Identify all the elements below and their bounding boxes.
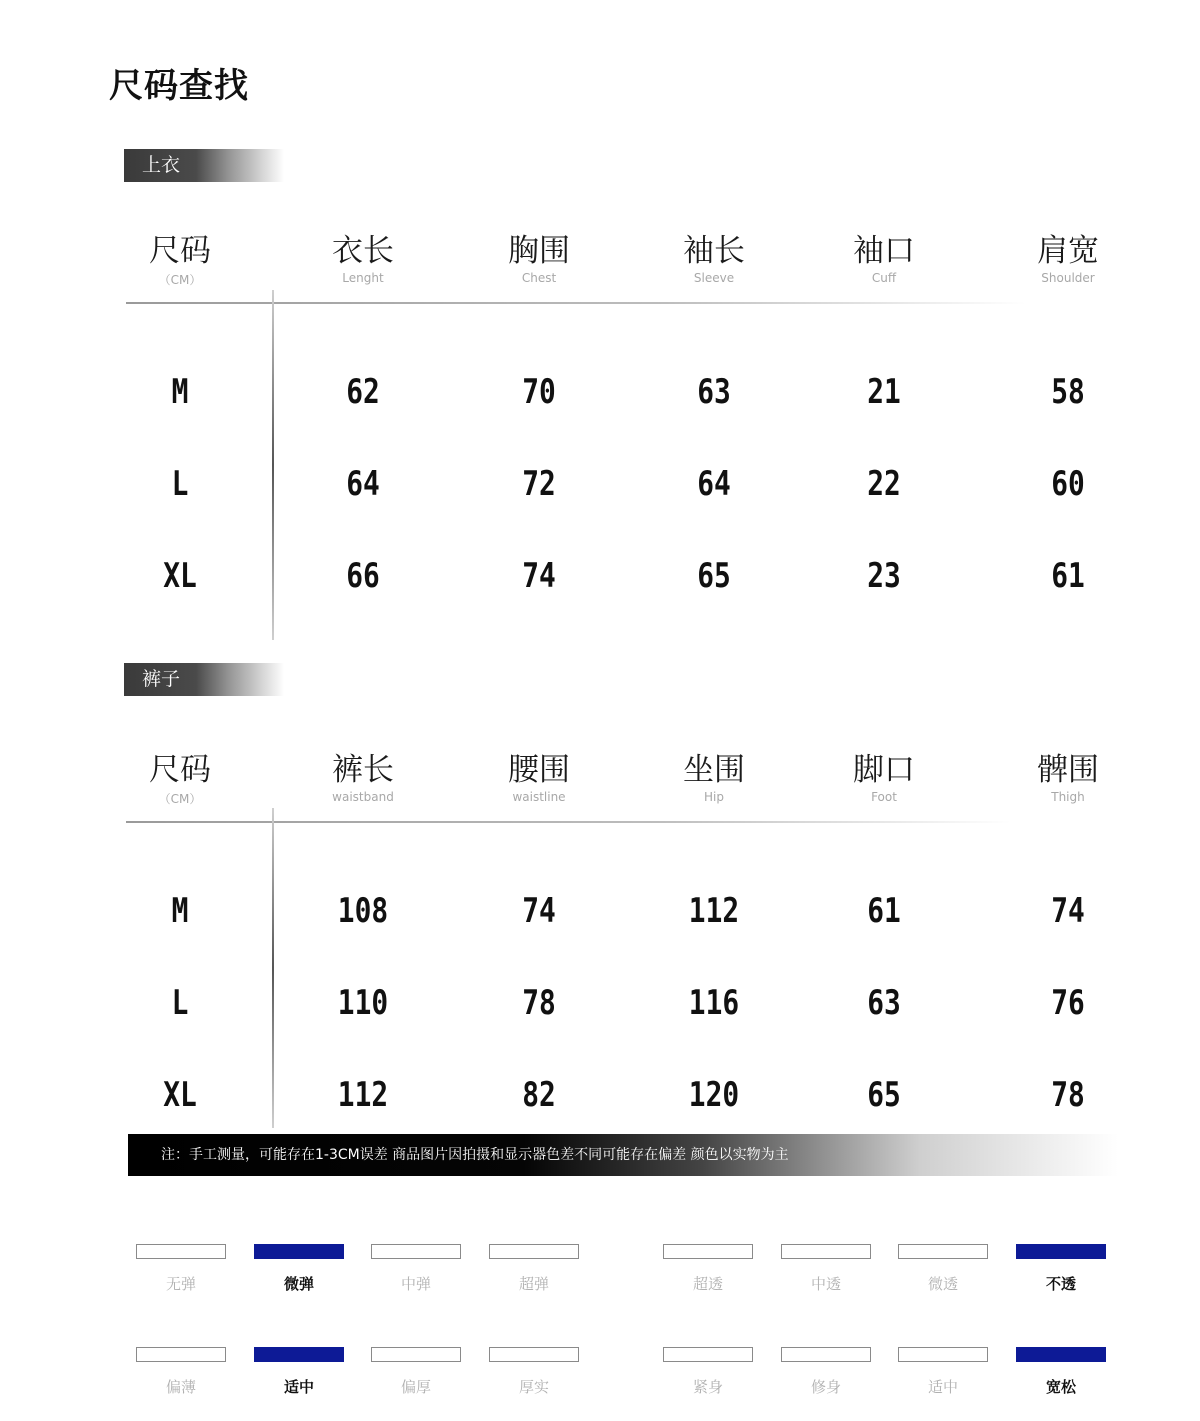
table-cell: 82: [522, 1075, 556, 1115]
transparency-label: 不透: [1045, 1275, 1076, 1293]
fit-label: 紧身: [692, 1378, 723, 1396]
tops-header-3: [634, 233, 794, 285]
table-cell: 74: [522, 556, 556, 596]
header-sublabel: Chest: [521, 271, 557, 285]
measurement-note: 注：手工测量，可能存在1-3CM误差 商品图片因拍摄和显示器色差不同可能存在偏差 颜色以实物为主: [128, 1134, 1118, 1176]
transparency-swatch: [1016, 1244, 1106, 1259]
fit-swatch: [1016, 1347, 1106, 1362]
tops-header-0: [100, 233, 260, 288]
elasticity-swatch: [371, 1244, 461, 1259]
table-cell: 74: [522, 891, 556, 931]
table-cell: 70: [522, 372, 556, 412]
table-cell: 23: [867, 556, 901, 596]
header-label: 脚口: [853, 752, 915, 788]
fit-swatch: [663, 1347, 753, 1362]
tops-header-1: [283, 233, 443, 285]
size-label: M: [171, 891, 189, 931]
table-cell: 76: [1051, 983, 1085, 1023]
pants-header-2: [459, 752, 619, 804]
header-sublabel: waistline: [512, 790, 566, 804]
size-label: XL: [163, 1075, 197, 1115]
table-cell: 78: [1051, 1075, 1085, 1115]
table-cell: 110: [337, 983, 389, 1023]
header-sublabel: Lenght: [342, 271, 384, 285]
transparency-label: 超透: [692, 1275, 723, 1293]
pants-header-5: [988, 752, 1148, 804]
transparency-swatch: [898, 1244, 988, 1259]
header-sublabel: Shoulder: [1041, 271, 1095, 285]
table-cell: 66: [346, 556, 380, 596]
table-cell: 64: [346, 464, 380, 504]
table-cell: 112: [688, 891, 740, 931]
table-cell: 21: [867, 372, 901, 412]
table-cell: 108: [337, 891, 389, 931]
thickness-label: 适中: [283, 1378, 314, 1396]
header-label: 袖口: [853, 233, 915, 269]
header-label: 尺码: [149, 752, 211, 788]
pants-header-0: [100, 752, 260, 807]
tops-header-2: [459, 233, 619, 285]
thickness-swatch: [136, 1347, 226, 1362]
thickness-swatch: [254, 1347, 344, 1362]
elasticity-swatch: [254, 1244, 344, 1259]
pants-header-4: [804, 752, 964, 804]
table-cell: 22: [867, 464, 901, 504]
thickness-swatch: [489, 1347, 579, 1362]
table-cell: 116: [688, 983, 740, 1023]
header-label: 腰围: [508, 752, 570, 788]
header-sublabel: （CM）: [158, 792, 202, 806]
elasticity-label: 无弹: [165, 1275, 196, 1293]
tops-header-5: [988, 233, 1148, 285]
section-tag-pants: 裤子: [124, 663, 284, 696]
header-label: 裤长: [332, 752, 394, 788]
table-cell: 62: [346, 372, 380, 412]
table-cell: 78: [522, 983, 556, 1023]
size-label: XL: [163, 556, 197, 596]
thickness-swatch: [371, 1347, 461, 1362]
transparency-label: 中透: [810, 1275, 841, 1293]
table-cell: 63: [697, 372, 731, 412]
pants-size-column-divider: [272, 808, 274, 1128]
thickness-label: 厚实: [518, 1378, 549, 1396]
tops-header-divider: [126, 302, 1026, 304]
header-label: 髀围: [1037, 752, 1099, 788]
size-label: L: [171, 464, 189, 504]
header-label: 坐围: [683, 752, 745, 788]
transparency-swatch: [781, 1244, 871, 1259]
page-title: 尺码查找: [109, 66, 249, 106]
table-cell: 65: [697, 556, 731, 596]
fit-label: 宽松: [1045, 1378, 1076, 1396]
header-sublabel: Cuff: [871, 271, 897, 285]
header-sublabel: waistband: [332, 790, 394, 804]
pants-header-3: [634, 752, 794, 804]
size-label: M: [171, 372, 189, 412]
elasticity-swatch: [489, 1244, 579, 1259]
elasticity-label: 中弹: [400, 1275, 431, 1293]
table-cell: 65: [867, 1075, 901, 1115]
header-label: 胸围: [508, 233, 570, 269]
header-sublabel: Thigh: [1051, 790, 1085, 804]
table-cell: 64: [697, 464, 731, 504]
table-cell: 74: [1051, 891, 1085, 931]
elasticity-label: 微弹: [283, 1275, 314, 1293]
header-label: 尺码: [149, 233, 211, 269]
pants-header-divider: [126, 821, 1011, 823]
header-sublabel: Hip: [704, 790, 724, 804]
thickness-label: 偏薄: [165, 1378, 196, 1396]
tops-header-4: [804, 233, 964, 285]
elasticity-label: 超弹: [518, 1275, 549, 1293]
table-cell: 63: [867, 983, 901, 1023]
transparency-label: 微透: [927, 1275, 958, 1293]
table-cell: 112: [337, 1075, 389, 1115]
fit-label: 适中: [927, 1378, 958, 1396]
transparency-swatch: [663, 1244, 753, 1259]
tops-size-column-divider: [272, 290, 274, 640]
header-label: 衣长: [332, 233, 394, 269]
fit-swatch: [898, 1347, 988, 1362]
header-sublabel: Sleeve: [693, 271, 735, 285]
fit-swatch: [781, 1347, 871, 1362]
table-cell: 120: [688, 1075, 740, 1115]
table-cell: 72: [522, 464, 556, 504]
header-label: 肩宽: [1037, 233, 1099, 269]
fit-label: 修身: [810, 1378, 841, 1396]
table-cell: 60: [1051, 464, 1085, 504]
size-label: L: [171, 983, 189, 1023]
header-sublabel: Foot: [871, 790, 897, 804]
pants-header-1: [283, 752, 443, 804]
thickness-label: 偏厚: [400, 1378, 431, 1396]
table-cell: 61: [867, 891, 901, 931]
header-label: 袖长: [683, 233, 745, 269]
elasticity-swatch: [136, 1244, 226, 1259]
table-cell: 61: [1051, 556, 1085, 596]
section-tag-tops: 上衣: [124, 149, 284, 182]
header-sublabel: （CM）: [158, 273, 202, 287]
table-cell: 58: [1051, 372, 1085, 412]
